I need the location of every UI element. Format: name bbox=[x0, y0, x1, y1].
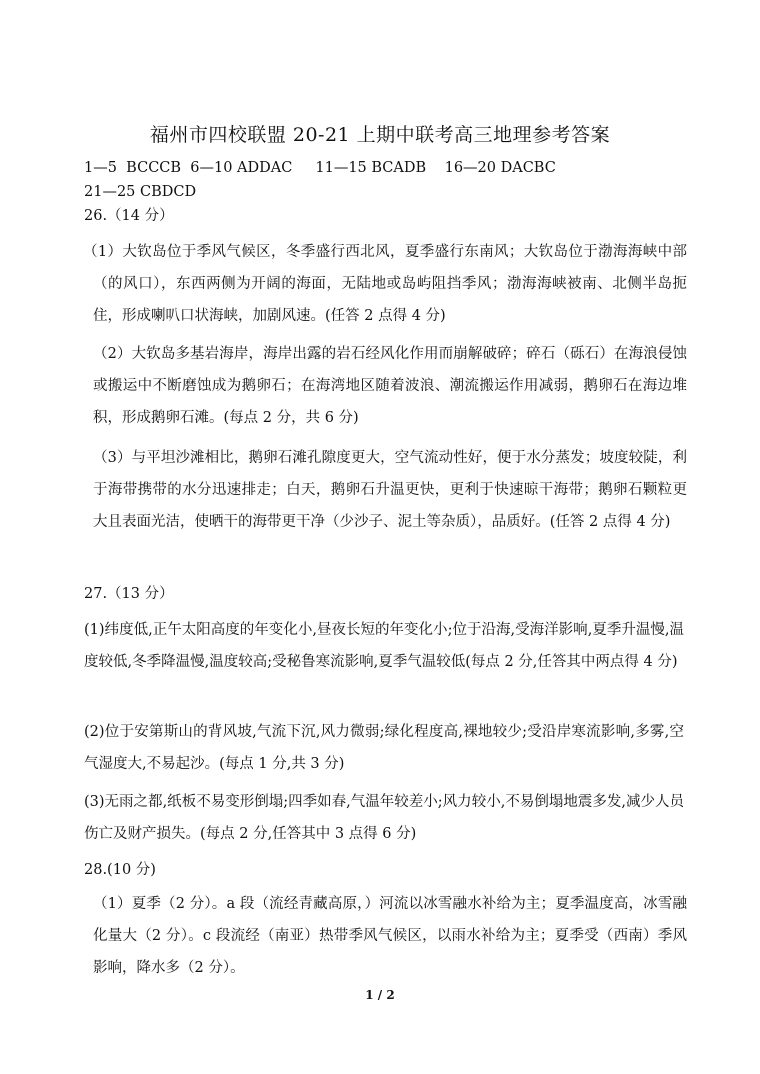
q26-answer-3: （3）与平坦沙滩相比，鹅卵石滩孔隙度更大，空气流动性好，便于水分蒸发；坡度较陡，利于海带携带的水分迅速排走；白天，鹅卵石升温更快，更利于快速晾干海带；鹅卵石颗粒更大且表面光洁，使晒干的海带更干净（少沙子、泥土等杂质），品质好。(任答 2 点得 4 分) bbox=[93, 450, 687, 530]
q26-header: 26.（14 分） bbox=[84, 208, 174, 224]
q28-header: 28.(10 分) bbox=[84, 862, 156, 878]
answer-key-row-1: 1—5 BCCCB 6—10 ADDAC 11—15 BCADB 16—20 DACBC bbox=[84, 160, 556, 176]
q27-header: 27.（13 分） bbox=[84, 586, 174, 602]
answer-key-row-2: 21—25 CBDCD bbox=[84, 184, 197, 200]
q27-answer-3: (3)无雨之都,纸板不易变形倒塌;四季如春,气温年较差小;风力较小,不易倒塌地震多发,减少人员伤亡及财产损失。(每点 2 分,任答其中 3 点得 6 分) bbox=[84, 794, 684, 842]
q26-answer-1: （1）大钦岛位于季风气候区，冬季盛行西北风，夏季盛行东南风；大钦岛位于渤海海峡中部（的风口），东西两侧为开阔的海面，无陆地或岛屿阻挡季风；渤海海峡被南、北侧半岛扼住，形成喇叭口状海峡，加剧风速。(任答 2 点得 4 分) bbox=[83, 244, 687, 324]
q27-answer-2: (2)位于安第斯山的背风坡,气流下沉,风力微弱;绿化程度高,裸地较少;受沿岸寒流影响,多雾,空气湿度大,不易起沙。(每点 1 分,共 3 分) bbox=[84, 724, 684, 772]
page-number: 1 / 2 bbox=[365, 988, 395, 1002]
q26-answer-2: （2）大钦岛多基岩海岸，海岸出露的岩石经风化作用而崩解破碎；碎石（砾石）在海浪侵蚀或搬运中不断磨蚀成为鹅卵石；在海湾地区随着波浪、潮流搬运作用减弱，鹅卵石在海边堆积，形成鹅卵石滩。(每点 2 分，共 6 分) bbox=[93, 346, 687, 426]
q27-answer-1: (1)纬度低,正午太阳高度的年变化小,昼夜长短的年变化小;位于沿海,受海洋影响,夏季升温慢,温度较低,冬季降温慢,温度较高;受秘鲁寒流影响,夏季气温较低(每点 2 分,任答其中两点得 4 分) bbox=[84, 622, 684, 670]
page-title: 福州市四校联盟 20-21 上期中联考高三地理参考答案 bbox=[149, 124, 611, 146]
q28-answer-1: （1）夏季（2 分）。a 段（流经青藏高原，）河流以冰雪融水补给为主；夏季温度高，冰雪融化量大（2 分）。c 段流经（南亚）热带季风气候区，以雨水补给为主；夏季受（西南）季风影响，降水多（2 分）。 bbox=[93, 896, 687, 976]
